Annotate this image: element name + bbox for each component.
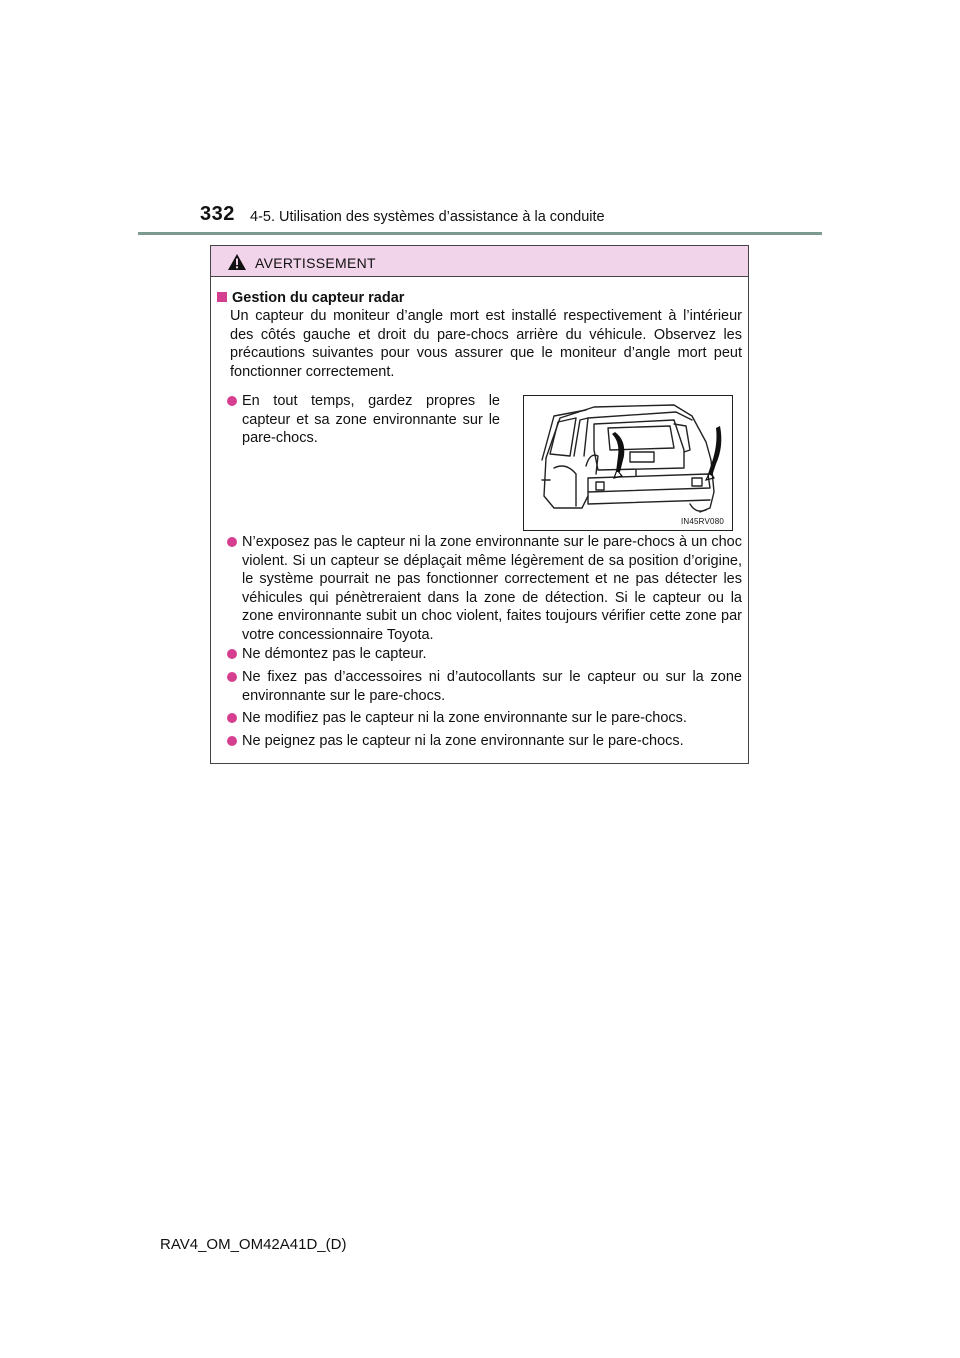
item-heading [217, 290, 404, 306]
bullet-dot-icon [227, 672, 237, 682]
bullet-dot-icon [227, 396, 237, 406]
bullet-text: Ne peignez pas le capteur ni la zone environnante sur le pare-chocs. [242, 733, 684, 749]
page-number: 332 [200, 203, 235, 225]
bullet-item [242, 668, 742, 705]
warning-triangle-icon [228, 254, 246, 275]
item-heading-text: Gestion du capteur radar [232, 290, 405, 306]
square-bullet-icon [217, 292, 227, 302]
car-rear-illustration [524, 396, 732, 530]
bullet-text: Ne modifiez pas le capteur ni la zone environnante sur le pare-chocs. [242, 710, 687, 726]
rear-bumper-sensor-figure [523, 395, 733, 531]
figure-code: IN45RV080 [680, 517, 724, 526]
warning-header [211, 246, 748, 277]
bullet-item [242, 645, 742, 664]
bullet-text: Ne fixez pas d’accessoires ni d’autocollants sur le capteur ou sur la zone environnante sur le pare-chocs. [242, 669, 742, 704]
bullet-text: N’exposez pas le capteur ni la zone environnante sur le pare-chocs à un choc violent. Si un capteur se déplaçait même légèrement de sa position d’origine, le système pourrait ne pas fonctionner correctement et ne pas détecter les véhicules qui pénètreraient dans la zone de détection. Si le capteur ou la zone environnante subit un choc violent, faites toujours vérifier cette zone par votre concessionnaire Toyota. [242, 534, 742, 643]
bullet-text: En tout temps, gardez propres le capteur et sa zone environnante sur le pare-chocs. [242, 393, 500, 446]
bullet-text: Ne démontez pas le capteur. [242, 646, 427, 662]
intro-paragraph: Un capteur du moniteur d’angle mort est installé respectivement à l’intérieur des côtés gauche et droit du pare-chocs arrière du véhicule. Observez les précautions suivantes pour vous assurer que le moniteur d’angle mort peut fonctionner correctement. [230, 308, 742, 380]
header-rule [138, 232, 822, 235]
bullet-dot-icon [227, 713, 237, 723]
bullet-item [242, 392, 500, 448]
bullet-item [242, 533, 742, 644]
bullet-item [242, 732, 742, 751]
warning-box [210, 245, 749, 764]
bullet-item [242, 709, 742, 728]
section-title: 4-5. Utilisation des systèmes d’assistance à la conduite [250, 209, 605, 225]
bullet-dot-icon [227, 537, 237, 547]
document-id: RAV4_OM_OM42A41D_(D) [160, 1236, 347, 1253]
bullet-dot-icon [227, 649, 237, 659]
warning-title: AVERTISSEMENT [255, 255, 376, 271]
bullet-dot-icon [227, 736, 237, 746]
